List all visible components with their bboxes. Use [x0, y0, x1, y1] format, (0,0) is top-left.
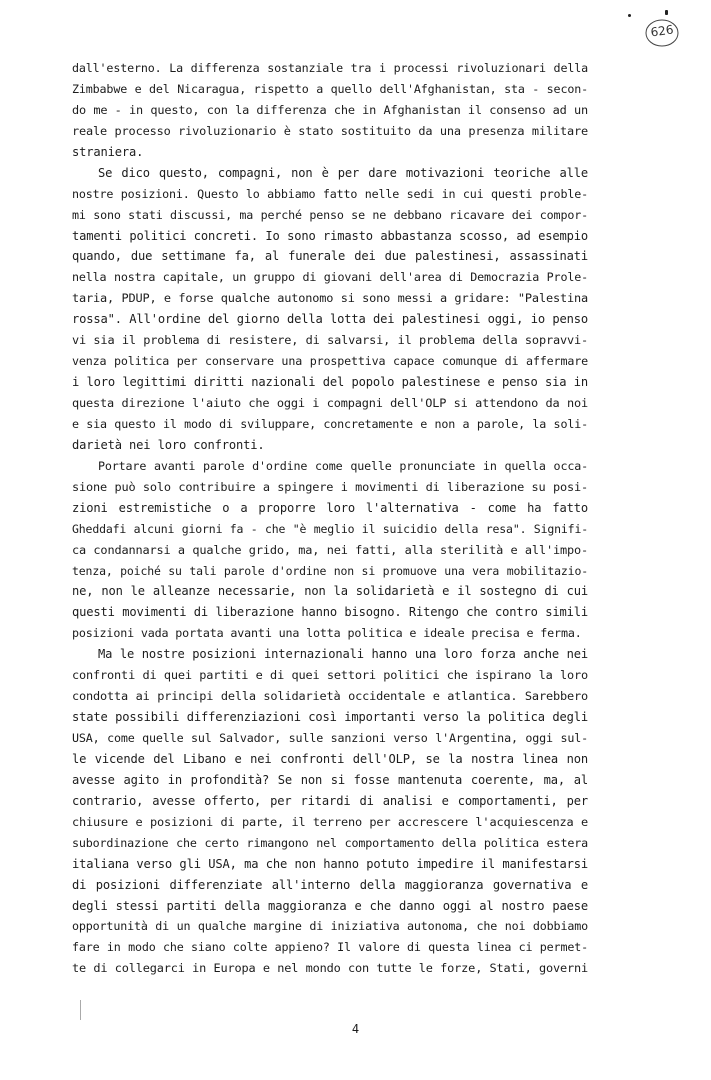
text-line: italiana verso gli USA, ma che non hanno potuto impedire il manifestarsi [72, 856, 588, 871]
text-line: USA, come quelle sul Salvador, sulle sanzioni verso l'Argentina, oggi sul- [72, 731, 588, 745]
text-line: nostre posizioni. Questo lo abbiamo fatto nelle sedi in cui questi proble- [72, 186, 588, 201]
text-line: Zimbabwe e del Nicaragua, rispetto a quello dell'Afghanistan, sta - secon- [72, 81, 588, 96]
text-line: confronti di quei partiti e di quei settori politici che ispirano la loro [72, 668, 588, 683]
text-line: degli stessi partiti della maggioranza e che danno oggi al nostro paese [72, 898, 588, 913]
text-line: condotta ai principi della solidarietà occidentale e atlantica. Sarebbero [72, 689, 588, 704]
text-line: questi movimenti di liberazione hanno bisogno. Ritengo che contro simili [72, 605, 588, 620]
text-line: Gheddafi alcuni giorni fa - che "è meglio il suicidio della resa". Signifi- [72, 521, 588, 536]
ink-mark [665, 10, 668, 15]
text-line: i loro legittimi diritti nazionali del popolo palestinese e penso sia in [72, 375, 588, 390]
text-line: te di collegarci in Europa e nel mondo con tutte le forze, Stati, governi [72, 961, 588, 976]
text-line: zioni estremistiche o a proporre loro l'alternativa - come ha fatto [72, 500, 588, 515]
text-line: state possibili differenziazioni così importanti verso la politica degli [72, 710, 588, 725]
text-line: contrario, avesse offerto, per ritardi di analisi e comportamenti, per [72, 793, 588, 808]
text-line: rossa". All'ordine del giorno della lotta dei palestinesi oggi, io penso [72, 312, 588, 327]
text-line: quando, due settimane fa, al funerale dei due palestinesi, assassinati [72, 249, 588, 264]
text-line: opportunità di un qualche margine di iniziativa autonoma, che noi dobbiamo [72, 919, 588, 934]
text-line: Portare avanti parole d'ordine come quelle pronunciate in quella occa- [98, 458, 588, 473]
text-line: chiusure e posizioni di parte, il terreno per accrescere l'acquiescenza e [72, 814, 588, 829]
page-stamp [644, 18, 680, 48]
text-line: Se dico questo, compagni, non è per dare motivazioni teoriche alle [98, 165, 588, 180]
scan-mark [80, 1000, 81, 1020]
text-line: avesse agito in profondità? Se non si fosse mantenuta coerente, ma, al [72, 772, 588, 787]
text-line: taria, PDUP, e forse qualche autonomo si sono messi a gridare: "Palestina [72, 291, 588, 306]
body-text [72, 58, 588, 979]
text-line: Ma le nostre posizioni internazionali hanno una loro forza anche nei [98, 647, 588, 662]
text-line: reale processo rivoluzionario è stato sostituito da una presenza militare [72, 123, 588, 138]
text-line: tamenti politici concreti. Io sono rimasto abbastanza scosso, ad esempio [72, 228, 588, 243]
text-line: posizioni vada portata avanti una lotta politica e ideale precisa e ferma. [72, 626, 582, 641]
text-line: dall'esterno. La differenza sostanziale tra i processi rivoluzionari della [72, 61, 588, 75]
text-line: tenza, poiché su tali parole d'ordine non si promuove una vera mobilitazio- [72, 563, 588, 578]
text-line: le vicende del Libano e nei confronti dell'OLP, se la nostra linea non [72, 751, 588, 766]
text-line: sione può solo contribuire a spingere i movimenti di liberazione su posi- [72, 479, 588, 494]
text-line: nella nostra capitale, un gruppo di giovani dell'area di Democrazia Prole- [72, 270, 588, 285]
text-line: ca condannarsi a qualche grido, ma, nei fatti, alla sterilità e all'impo- [72, 542, 588, 557]
stamp-number: 626 [649, 22, 675, 40]
text-line: subordinazione che certo rimangono nel comportamento della politica estera [72, 835, 588, 850]
ink-dot [628, 14, 631, 17]
text-line: di posizioni differenziate all'interno della maggioranza governativa e [72, 877, 588, 892]
text-line: straniera. [72, 144, 144, 159]
text-line: e sia questo il modo di svilupparе, concretamente e non a parole, la soli- [72, 416, 588, 431]
text-line: darietà nei loro confronti. [72, 437, 265, 452]
text-line: do me - in questo, con la differenza che in Afghanistan il consenso ad un [72, 102, 588, 117]
text-line: vi sia il problema di resistere, di salvarsi, il problema della sopravvi- [72, 333, 588, 348]
page-number: 4 [351, 1022, 360, 1036]
text-line: fare in modo che siano colte appieno? Il valore di questa linea ci permet- [72, 940, 588, 955]
text-line: questa direzione l'aiuto che oggi i compagni dell'OLP si attendono da noi [72, 396, 588, 410]
text-line: mi sono stati discussi, ma perché penso se ne debbano ricavare dei compor- [72, 207, 588, 222]
text-line: ne, non le alleanze necessarie, non la solidarietà e il sostegno di cui [72, 584, 588, 599]
text-line: venza politica per conservare una prospettiva capace comunque di affermare [72, 354, 588, 369]
